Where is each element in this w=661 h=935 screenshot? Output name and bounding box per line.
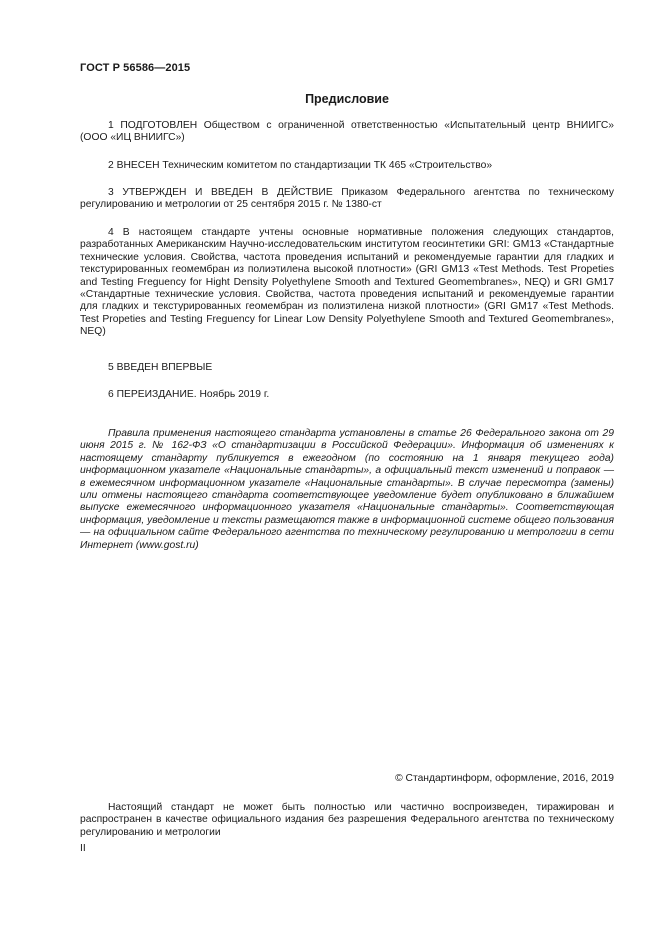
foreword-title: Предисловие (305, 92, 389, 106)
document-code-header: ГОСТ Р 56586—2015 (80, 62, 191, 74)
page-number: II (80, 843, 86, 854)
foreword-item-3: 3 УТВЕРЖДЕН И ВВЕДЕН В ДЕЙСТВИЕ Приказом Федерального агентства по техническому регулированию и метрологии от 25 сентября 2015 г. № 1380-ст (80, 187, 614, 211)
foreword-item-6: 6 ПЕРЕИЗДАНИЕ. Ноябрь 2019 г. (108, 389, 270, 400)
foreword-item-2: 2 ВНЕСЕН Техническим комитетом по стандартизации ТК 465 «Строительство» (108, 160, 493, 171)
reproduction-notice: Настоящий стандарт не может быть полностью или частично воспроизведен, тиражирован и распространен в качестве официального издания без разрешения Федерального агентства по техническому регулированию и метрологии (80, 802, 614, 838)
application-rules-notice: Правила применения настоящего стандарта установлены в статье 26 Федерального закона от 29 июня 2015 г. № 162-ФЗ «О стандартизации в Российской Федерации». Информация об изменениях к настоящему стандарту публикуется в ежегодном (по состоянию на 1 января текущего года) информационном указателе «Национальные стандарты», а официальный текст изменений и поправок — в ежемесячном информационном указателе «Национальные стандарты». В случае пересмотра (замены) или отмены настоящего стандарта соответствующее уведомление будет опубликовано в ближайшем выпуске ежемесячного информационного указателя «Национальные стандарты». Соответствующая информация, уведомление и тексты размещаются также в информационной системе общего пользования — на официальном сайте Федерального агентства по техническому регулированию и метрологии в сети Интернет (www.gost.ru) (80, 428, 614, 551)
foreword-item-4: 4 В настоящем стандарте учтены основные нормативные положения следующих стандартов, разработанных Американским Научно-исследовательским институтом геосинтетики GRI: GM13 «Стандартные технические условия. Свойства, частота проведения испытаний и рекомендуемые гарантии для гладких и текстурированных геомембран из полиэтилена высокой плотности» (GRI GM13 «Test Methods. Test Propeties and Testing Freguency for Hight Density Polyethylene Smooth and Textured Geomembranes», NEQ) и GRI GM17 «Стандартные технические условия. Свойства, частота проведения испытаний и рекомендуемые гарантии для гладких и текстурированных геомембран из полиэтилена низкой плотности» (GRI GM17 «Test Methods. Test Propeties and Testing Freguency for Linear Low Density Polyethylene Smooth and Textured Geomembranes», NEQ) (80, 227, 614, 338)
copyright-line: © Стандартинформ, оформление, 2016, 2019 (395, 773, 614, 784)
foreword-item-5: 5 ВВЕДЕН ВПЕРВЫЕ (108, 362, 213, 373)
foreword-item-1: 1 ПОДГОТОВЛЕН Обществом с ограниченной ответственностью «Испытательный центр ВНИИГС» (ООО «ИЦ ВНИИГС») (80, 120, 614, 144)
